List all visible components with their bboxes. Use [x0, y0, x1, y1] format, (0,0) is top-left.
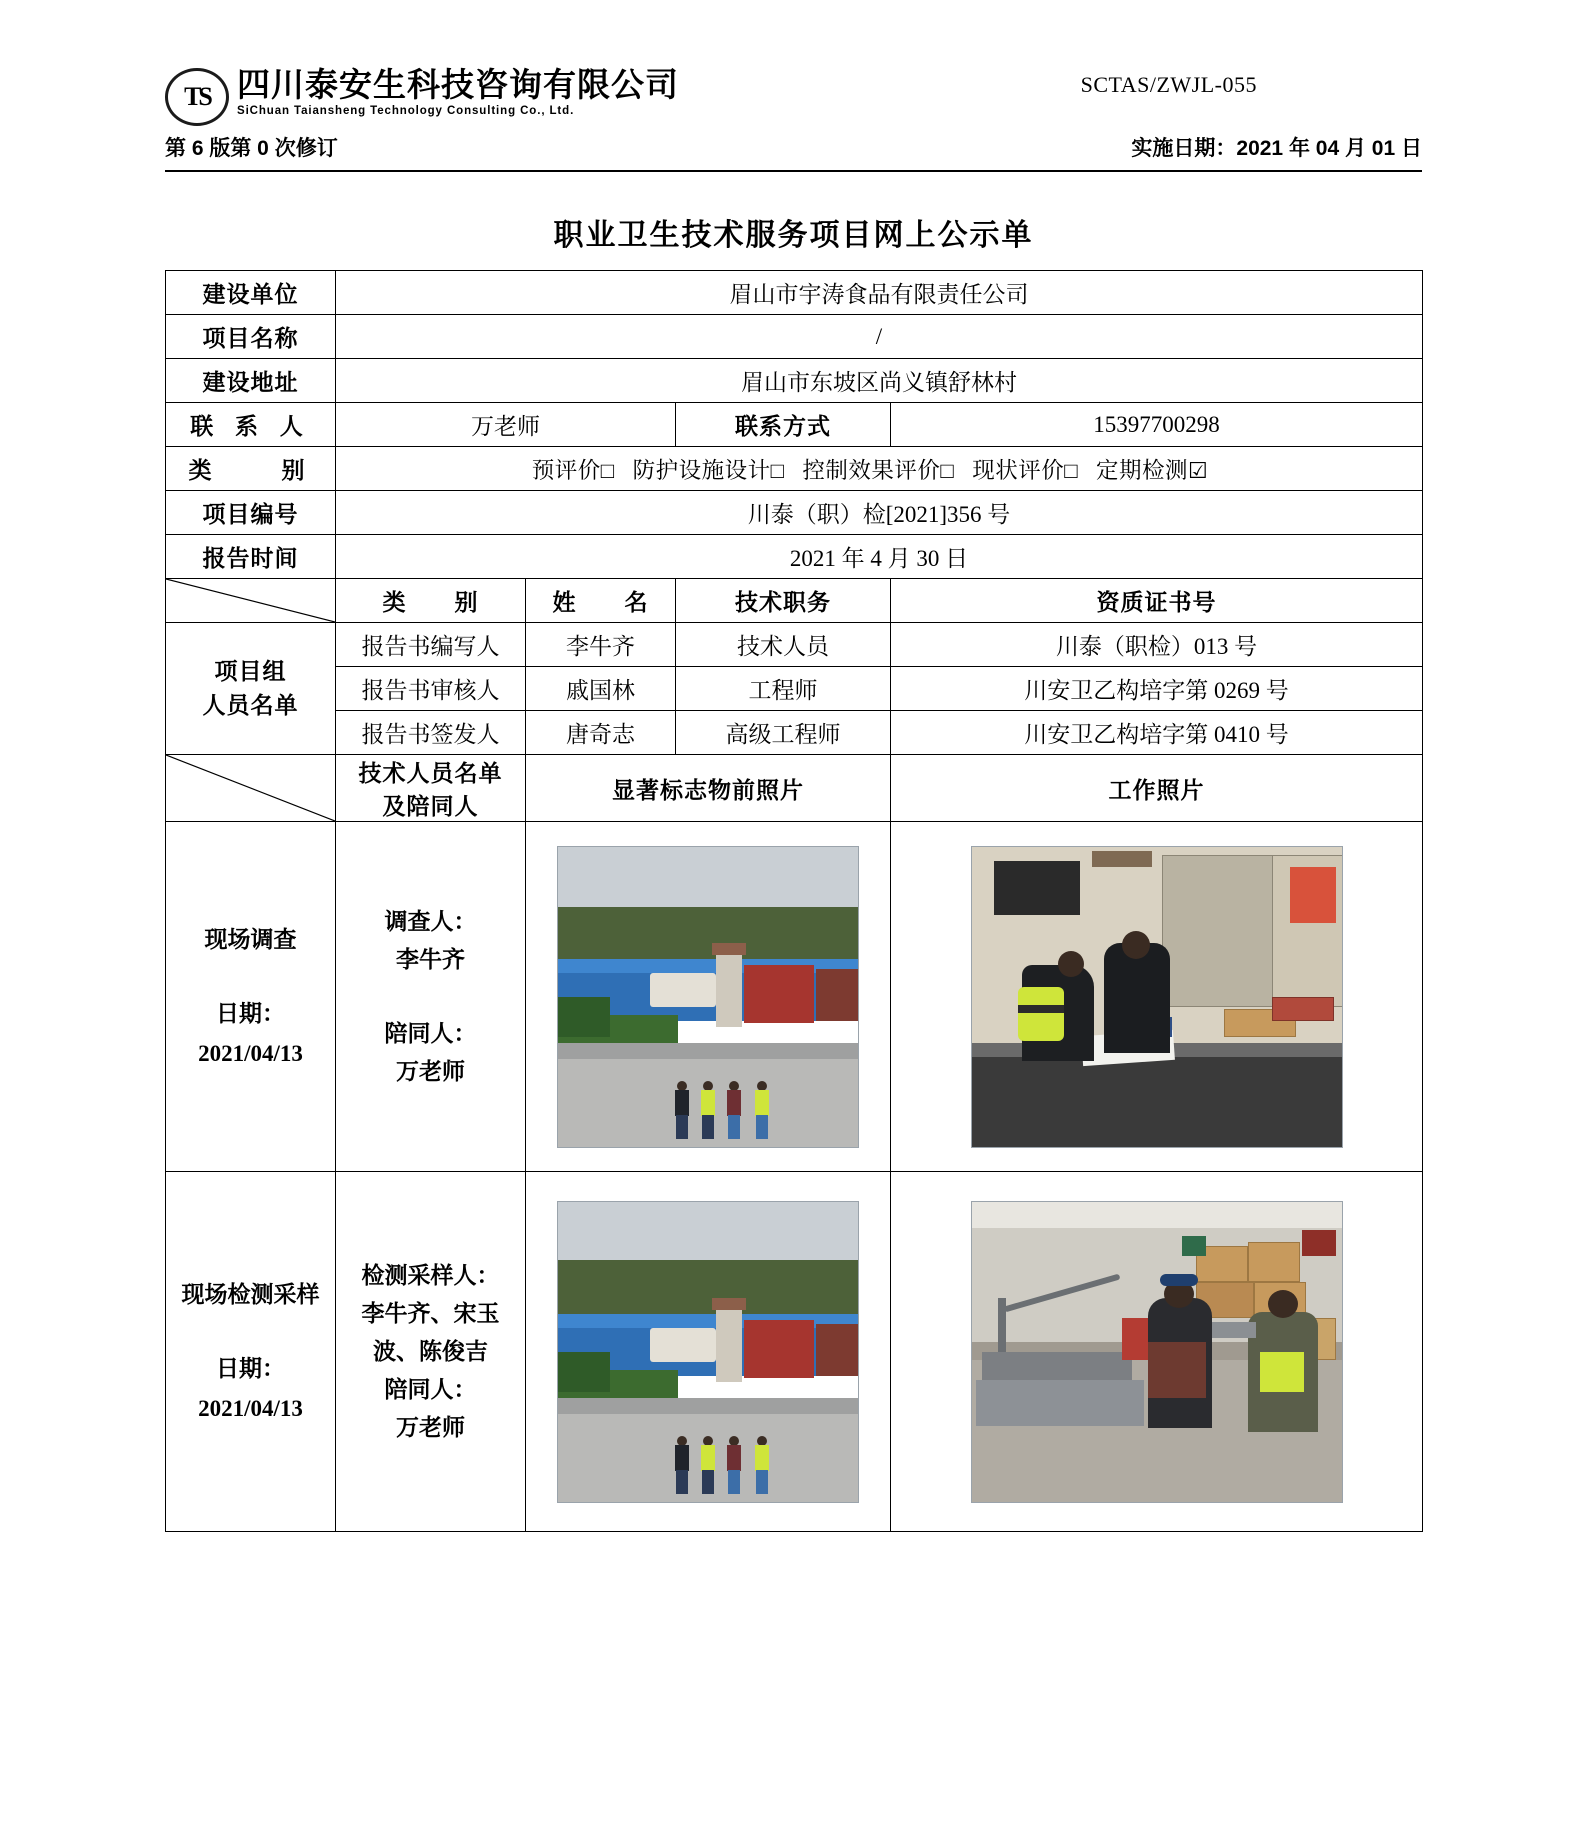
logo-mark-icon: TS — [165, 68, 229, 126]
photo-header-row — [166, 755, 1423, 822]
sampling-stage: 现场检测采样 — [181, 1281, 320, 1307]
gate-photo-2 — [557, 1201, 859, 1503]
category-option-3[interactable] — [972, 458, 1078, 483]
office-photo — [971, 846, 1343, 1148]
team-name-1: 李牛齐 — [526, 623, 676, 667]
value-phone: 15397700298 — [891, 403, 1423, 447]
survey-stage: 现场调查 — [204, 926, 297, 952]
label-unit: 建设单位 — [166, 271, 336, 315]
sampling-stage-cell — [166, 1172, 336, 1532]
label-address: 建设地址 — [166, 359, 336, 403]
table-row-project — [166, 315, 1423, 359]
team-group-label-line1: 项目组 — [214, 658, 287, 684]
sampling-sign-photo — [526, 1172, 891, 1532]
sampling-role-label: 检测采样人： — [361, 1262, 500, 1288]
category-checkbox-0[interactable]: □ — [600, 457, 615, 483]
diagonal-cell-team — [166, 579, 336, 623]
value-project: / — [336, 315, 1423, 359]
team-col-name: 姓 名 — [526, 579, 676, 623]
header-divider — [165, 170, 1422, 172]
category-option-1[interactable] — [633, 458, 785, 483]
sampling-escort-names: 万老师 — [396, 1414, 465, 1440]
value-report-time: 2021 年 4 月 30 日 — [336, 535, 1423, 579]
photo-col-staff-line1: 技术人员名单 — [358, 761, 503, 786]
table-row-sampling — [166, 1172, 1423, 1532]
team-header-row — [166, 579, 1423, 623]
sampling-staff-cell — [336, 1172, 526, 1532]
table-row-address — [166, 359, 1423, 403]
team-col-role: 类 别 — [336, 579, 526, 623]
team-role-1: 报告书编写人 — [336, 623, 526, 667]
team-group-label — [166, 623, 336, 755]
team-name-2: 戚国林 — [526, 667, 676, 711]
company-name-en: SiChuan Taiansheng Technology Consulting Co., Ltd. — [237, 105, 575, 117]
team-cert-2: 川安卫乙构培字第 0269 号 — [891, 667, 1423, 711]
diagonal-cell-photo — [166, 755, 336, 822]
public-notice-table — [165, 270, 1423, 1532]
sampling-date-label: 日期： — [216, 1355, 285, 1381]
category-checkbox-1[interactable]: □ — [770, 457, 785, 483]
table-row-report-time — [166, 535, 1423, 579]
team-name-3: 唐奇志 — [526, 711, 676, 755]
category-option-label-1: 防护设施设计 — [632, 457, 771, 483]
survey-work-photo — [891, 822, 1423, 1172]
table-row-team-1 — [166, 623, 1423, 667]
sampling-role-names-line2: 波、陈俊吉 — [373, 1338, 488, 1364]
survey-role-label: 调查人： — [384, 908, 477, 934]
document-code: SCTAS/ZWJL-055 — [1080, 72, 1257, 97]
category-option-2[interactable] — [802, 458, 954, 483]
label-category: 类 别 — [166, 447, 336, 491]
table-row-unit — [166, 271, 1423, 315]
label-code: 项目编号 — [166, 491, 336, 535]
survey-date-label: 日期： — [216, 1000, 285, 1026]
effective-date: 实施日期：2021 年 04 月 01 日 — [1131, 137, 1422, 160]
table-row-category — [166, 447, 1423, 491]
sampling-role-names-line1: 李牛齐、宋玉 — [361, 1300, 500, 1326]
company-name-cn: 四川泰安生科技咨询有限公司 — [237, 66, 679, 103]
category-option-label-4: 定期检测 — [1096, 457, 1189, 483]
survey-sign-photo — [526, 822, 891, 1172]
label-phone: 联系方式 — [676, 403, 891, 447]
survey-date-value: 2021/04/13 — [198, 1040, 303, 1066]
team-role-3: 报告书签发人 — [336, 711, 526, 755]
team-col-cert: 资质证书号 — [891, 579, 1423, 623]
survey-escort-label: 陪同人： — [384, 1020, 477, 1046]
sampling-work-photo — [891, 1172, 1423, 1532]
table-row-code — [166, 491, 1423, 535]
team-post-3: 高级工程师 — [676, 711, 891, 755]
survey-escort-names: 万老师 — [396, 1058, 465, 1084]
revision-label: 第 6 版第 0 次修订 — [165, 137, 338, 160]
team-cert-1: 川泰（职检）013 号 — [891, 623, 1423, 667]
team-cert-3: 川安卫乙构培字第 0410 号 — [891, 711, 1423, 755]
gate-photo-1 — [557, 846, 859, 1148]
workshop-photo — [971, 1201, 1343, 1503]
category-option-label-2: 控制效果评价 — [802, 457, 941, 483]
category-option-4[interactable] — [1096, 458, 1208, 483]
category-checkbox-4[interactable]: ☑ — [1188, 457, 1209, 483]
sampling-escort-label: 陪同人： — [384, 1376, 477, 1402]
sampling-date-value: 2021/04/13 — [198, 1395, 303, 1421]
label-report-time: 报告时间 — [166, 535, 336, 579]
photo-col-sign: 显著标志物前照片 — [526, 755, 891, 822]
survey-stage-cell — [166, 822, 336, 1172]
team-role-2: 报告书审核人 — [336, 667, 526, 711]
table-row-survey — [166, 822, 1423, 1172]
label-project: 项目名称 — [166, 315, 336, 359]
category-checkbox-3[interactable]: □ — [1064, 457, 1078, 483]
value-address: 眉山市东坡区尚义镇舒林村 — [336, 359, 1423, 403]
table-row-team-3 — [166, 711, 1423, 755]
value-unit: 眉山市宇涛食品有限责任公司 — [336, 271, 1423, 315]
team-group-label-line2: 人员名单 — [202, 692, 299, 718]
category-option-label-3: 现状评价 — [972, 457, 1065, 483]
photo-col-work: 工作照片 — [891, 755, 1423, 822]
label-contact: 联 系 人 — [166, 403, 336, 447]
team-post-2: 工程师 — [676, 667, 891, 711]
document-header — [165, 0, 1422, 188]
table-row-team-2 — [166, 667, 1423, 711]
team-post-1: 技术人员 — [676, 623, 891, 667]
team-col-post: 技术职务 — [676, 579, 891, 623]
page-title: 职业卫生技术服务项目网上公示单 — [553, 219, 1034, 252]
survey-staff-cell — [336, 822, 526, 1172]
table-row-contact — [166, 403, 1423, 447]
photo-col-staff-line2: 及陪同人 — [382, 794, 479, 819]
value-code: 川泰（职）检[2021]356 号 — [336, 491, 1423, 535]
category-options — [336, 447, 1423, 491]
photo-col-staff — [336, 755, 526, 822]
category-option-label-0: 预评价 — [531, 457, 601, 483]
category-option-0[interactable] — [532, 458, 615, 483]
category-checkbox-2[interactable]: □ — [940, 457, 955, 483]
survey-role-names: 李牛齐 — [396, 946, 465, 972]
value-contact: 万老师 — [336, 403, 676, 447]
